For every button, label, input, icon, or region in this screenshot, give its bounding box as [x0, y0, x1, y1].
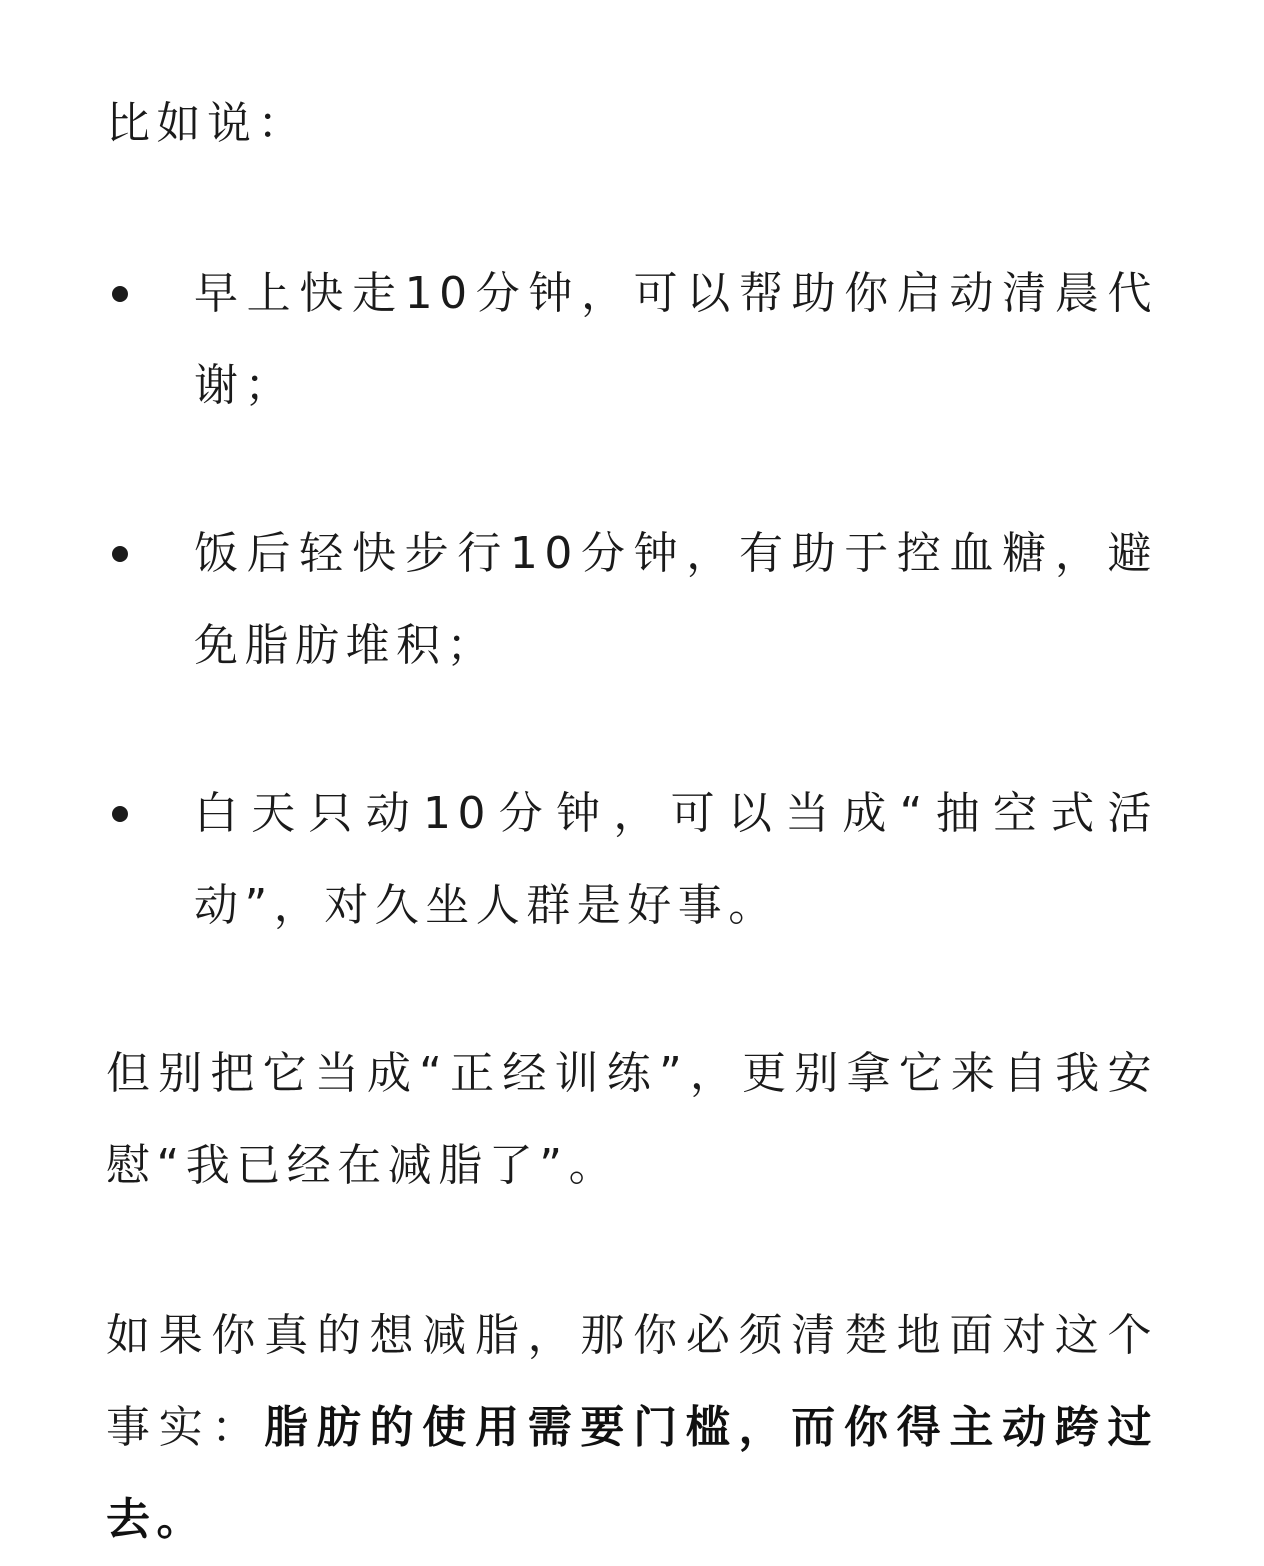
conclusion-lead-text: 如果你真的想减脂，那你必须清楚地面对这个事实： — [106, 1310, 1158, 1453]
article-body — [106, 78, 1158, 1566]
list-item-text: 早上快走10分钟，可以帮助你启动清晨代谢； — [194, 268, 1158, 411]
paragraph-conclusion — [106, 1290, 1158, 1566]
list-item — [106, 768, 1158, 952]
paragraph-spacer — [106, 1212, 1158, 1290]
list-item — [106, 248, 1158, 432]
paragraph-warning: 但别把它当成“正经训练”，更别拿它来自我安慰“我已经在减脂了”。 — [106, 1048, 1158, 1191]
bullet-list — [106, 248, 1158, 952]
conclusion-bold-text: 脂肪的使用需要门槛，而你得主动跨过去。 — [106, 1402, 1159, 1545]
bullet-dot-icon — [112, 546, 128, 562]
list-item-text: 白天只动10分钟，可以当成“抽空式活动”，对久坐人群是好事。 — [194, 788, 1158, 931]
list-item — [106, 508, 1158, 692]
bullet-dot-icon — [112, 806, 128, 822]
list-item-text: 饭后轻快步行10分钟，有助于控血糖，避免脂肪堆积； — [194, 528, 1158, 671]
intro-text: 比如说： — [106, 98, 308, 149]
bullet-dot-icon — [112, 286, 128, 302]
